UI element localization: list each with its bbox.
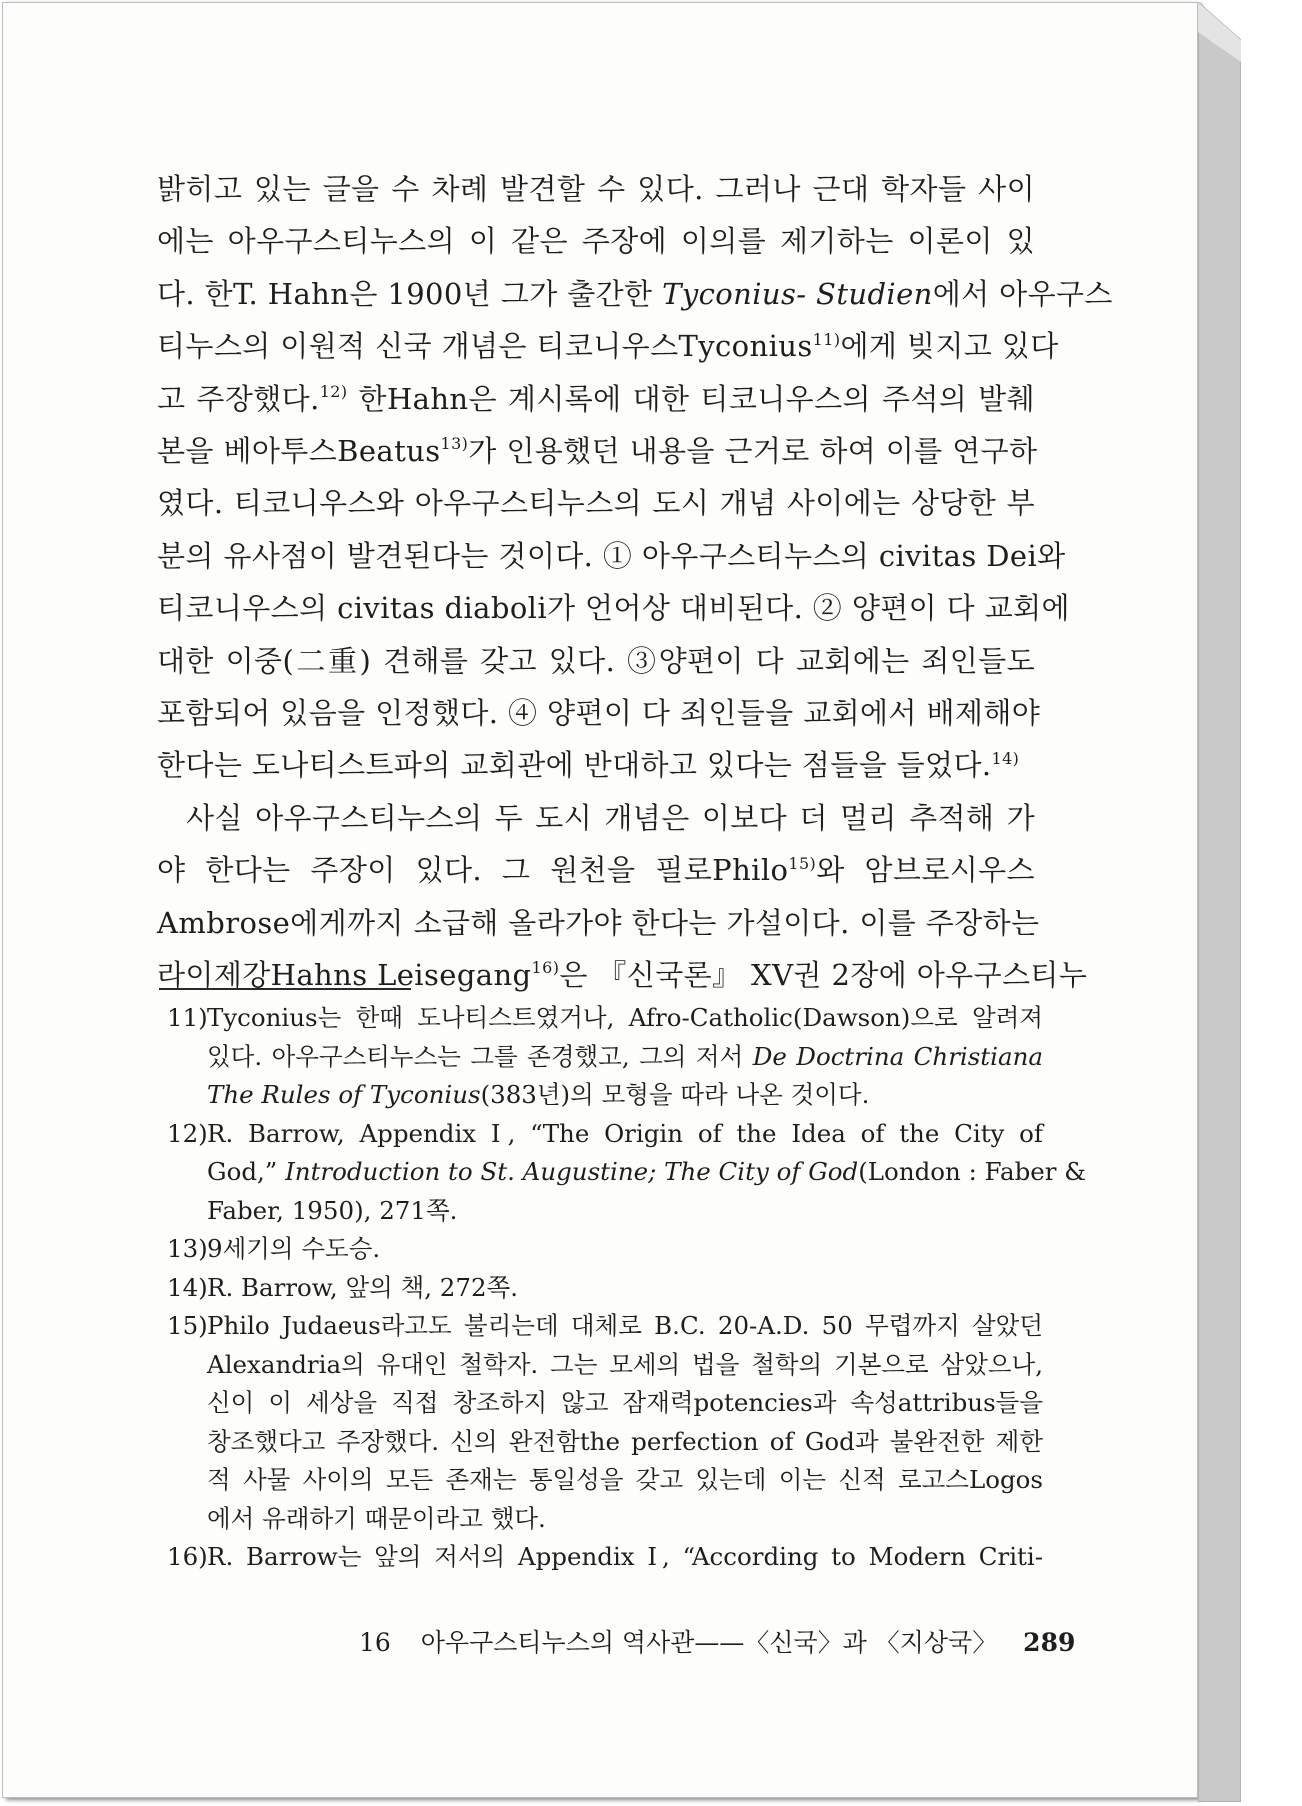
body-line: 한다는 도나티스트파의 교회관에 반대하고 있다는 점들을 들었다.$^{14)}$	[157, 748, 1020, 783]
footnote-16	[167, 1538, 1043, 1577]
body-line: Ambrose에게까지 소급해 올라가야 한다는 가설이다. 이를 주장하는	[157, 905, 1040, 940]
page-number: 289	[1023, 1628, 1076, 1657]
footnote-13	[167, 1230, 1043, 1269]
body-line: 야 한다는 주장이 있다. 그 원천을 필로Philo$^{15)}$와 암브로시우스	[157, 853, 1035, 888]
page-edge	[1198, 2, 1241, 1802]
footnote-line: 에서 유래하기 때문이라고 했다.	[207, 1503, 546, 1533]
book-page	[2, 2, 1198, 1798]
footnote-divider	[159, 988, 411, 990]
footnote-15	[167, 1307, 1043, 1538]
body-line: 티코니우스의 civitas diaboli가 언어상 대비된다. ② 양편이 다 교회에	[157, 591, 1070, 626]
footnote-number: 12)	[167, 1118, 208, 1148]
body-line: 였다. 티코니우스와 아우구스티누스의 도시 개념 사이에는 상당한 부	[157, 486, 1035, 521]
body-line: 본을 베아투스Beatus$^{13)}$가 인용했던 내용을 근거로 하여 이를 연구하	[157, 434, 1038, 469]
running-footer	[359, 1623, 1076, 1659]
footnote-line: 9세기의 수도승.	[207, 1234, 381, 1263]
body-line: 사실 아우구스티누스의 두 도시 개념은 이보다 더 멀리 추적해 가	[186, 800, 1035, 835]
footnote-line: R. Barrow는 앞의 저서의 Appendix Ⅰ, “According to Modern Criti-	[207, 1542, 1043, 1571]
footnote-line: 창조했다고 주장했다. 신의 완전함the perfection of God과 불완전한 제한	[207, 1426, 1043, 1456]
footnote-ref: 12)	[319, 381, 348, 401]
body-line: 라이제강Hahns Leisegang$^{16)}$은 『신국론』 XV권 2장에 아우구스티누	[157, 958, 1088, 993]
footnote-11	[167, 999, 1043, 1115]
footnote-line: 신이 이 세상을 직접 창조하지 않고 잠재력potencies과 속성attribus들을	[207, 1388, 1043, 1417]
footnote-line: 적 사물 사이의 모든 존재는 통일성을 갖고 있는데 이는 신적 로고스Logos	[207, 1465, 1043, 1494]
body-line: 고 주장했다.$^{12)}$ 한Hahn은 계시록에 대한 티코니우스의 주석의 발췌	[157, 381, 1035, 416]
footnote-ref: 15)	[788, 853, 817, 873]
footnote-line: Faber, 1950), 271쪽.	[207, 1195, 458, 1225]
footnote-ref: 16)	[531, 958, 560, 978]
body-line: 대한 이중(二重) 견해를 갖고 있다. ③양편이 다 교회에는 죄인들도	[157, 643, 1035, 678]
footnote-number: 13)	[167, 1234, 208, 1263]
footnote-number: 16)	[167, 1542, 208, 1571]
body-line: 다. 한T. Hahn은 1900년 그가 출간한 Tyconius- Studien에서 아우구스	[157, 276, 1113, 311]
footnote-line: 있다. 아우구스티누스는 그를 존경했고, 그의 저서 De Doctrina Christiana	[207, 1041, 1043, 1071]
footnote-line: The Rules of Tyconius(383년)의 모형을 따라 나온 것이다.	[207, 1080, 870, 1109]
body-line: 밝히고 있는 글을 수 차례 발견할 수 있다. 그러나 근대 학자들 사이	[157, 172, 1035, 206]
footnote-line: God,” Introduction to St. Augustine; The City of God(London : Faber &	[207, 1157, 1087, 1186]
footnote-number: 14)	[167, 1272, 208, 1302]
footnote-number: 15)	[167, 1311, 208, 1340]
body-line: 에는 아우구스티누스의 이 같은 주장에 이의를 제기하는 이론이 있	[157, 224, 1035, 259]
footnote-line: R. Barrow, 앞의 책, 272쪽.	[207, 1272, 519, 1302]
footnote-line: Alexandria의 유대인 철학자. 그는 모세의 법을 철학의 기본으로 삼았으나,	[207, 1349, 1043, 1379]
body-line: 분의 유사점이 발견된다는 것이다. ① 아우구스티누스의 civitas Dei와	[157, 538, 1066, 573]
chapter-title: 아우구스티누스의 역사관——〈신국〉과 〈지상국〉	[420, 1628, 998, 1657]
body-text	[157, 163, 1113, 1002]
footnote-number: 11)	[167, 1003, 208, 1032]
footnote-14	[167, 1269, 1043, 1308]
body-line: 포함되어 있음을 인정했다. ④ 양편이 다 죄인들을 교회에서 배제해야	[157, 696, 1041, 731]
footnotes	[167, 999, 1087, 1577]
chapter-number: 16	[359, 1628, 391, 1657]
footnote-ref: 11)	[812, 329, 841, 349]
footnote-ref: 13)	[440, 434, 469, 454]
footnote-line: R. Barrow, Appendix Ⅰ, “The Origin of the Idea of the City of	[207, 1118, 1043, 1148]
footnote-12	[167, 1115, 1087, 1231]
footnote-line: Philo Judaeus라고도 불리는데 대체로 B.C. 20-A.D. 50 무렵까지 살았던	[207, 1311, 1043, 1340]
footnote-line: Tyconius는 한때 도나티스트였거나, Afro-Catholic(Dawson)으로 알려져	[207, 1003, 1043, 1032]
body-line: 티누스의 이원적 신국 개념은 티코니우스Tyconius$^{11)}$에게 빚지고 있다	[157, 329, 1059, 364]
footnote-ref: 14)	[991, 748, 1020, 768]
